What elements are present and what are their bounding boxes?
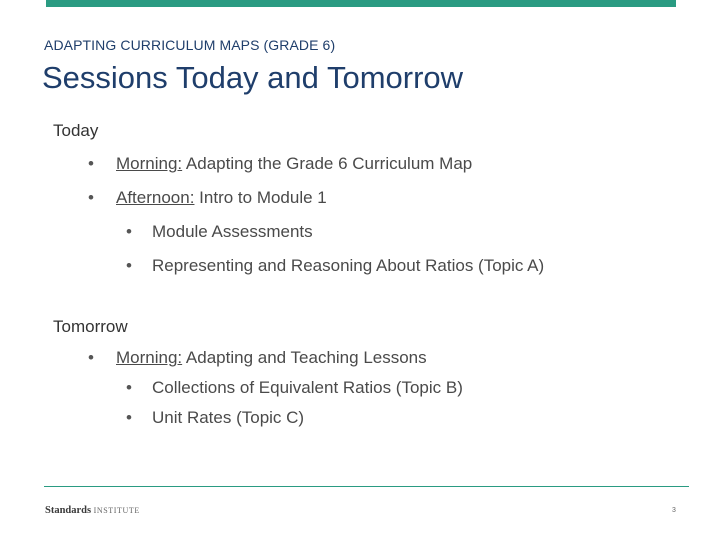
bullet-icon: •: [126, 256, 132, 275]
list-item: [88, 187, 327, 209]
logo-wordmark-strong: Standards: [45, 505, 92, 516]
item-label: Morning:: [116, 154, 183, 173]
item-text: Unit Rates (Topic C): [152, 408, 305, 427]
item-text: Module Assessments: [152, 222, 313, 241]
sub-list-item: [126, 255, 544, 277]
standards-institute-logo: [45, 505, 140, 516]
bullet-icon: •: [88, 348, 94, 367]
item-text: Representing and Reasoning About Ratios (Topic A): [152, 256, 545, 275]
logo-wordmark-light: INSTITUTE: [93, 506, 140, 515]
item-text: Adapting the Grade 6 Curriculum Map: [182, 154, 473, 173]
bullet-icon: •: [88, 154, 94, 173]
bullet-icon: •: [126, 378, 132, 397]
top-accent-bar: [46, 0, 676, 7]
footer-divider: [44, 486, 689, 487]
slide-eyebrow: ADAPTING CURRICULUM MAPS (GRADE 6): [44, 37, 336, 53]
sub-list-item: [126, 221, 313, 243]
section-heading-today: Today: [53, 121, 99, 140]
sub-list-item: [126, 407, 304, 429]
sub-list-item: [126, 377, 463, 399]
list-item: [88, 347, 427, 369]
bullet-icon: •: [126, 222, 132, 241]
bullet-icon: •: [88, 188, 94, 207]
list-item: [88, 153, 472, 175]
item-text: Collections of Equivalent Ratios (Topic B): [152, 378, 463, 397]
item-label: Morning:: [116, 348, 183, 367]
item-text: Intro to Module 1: [194, 188, 327, 207]
item-label: Afternoon:: [116, 188, 195, 207]
slide-title: Sessions Today and Tomorrow: [42, 60, 464, 95]
bullet-icon: •: [126, 408, 132, 427]
page-number: 3: [672, 507, 676, 514]
item-text: Adapting and Teaching Lessons: [182, 348, 427, 367]
section-heading-tomorrow: Tomorrow: [53, 317, 128, 336]
